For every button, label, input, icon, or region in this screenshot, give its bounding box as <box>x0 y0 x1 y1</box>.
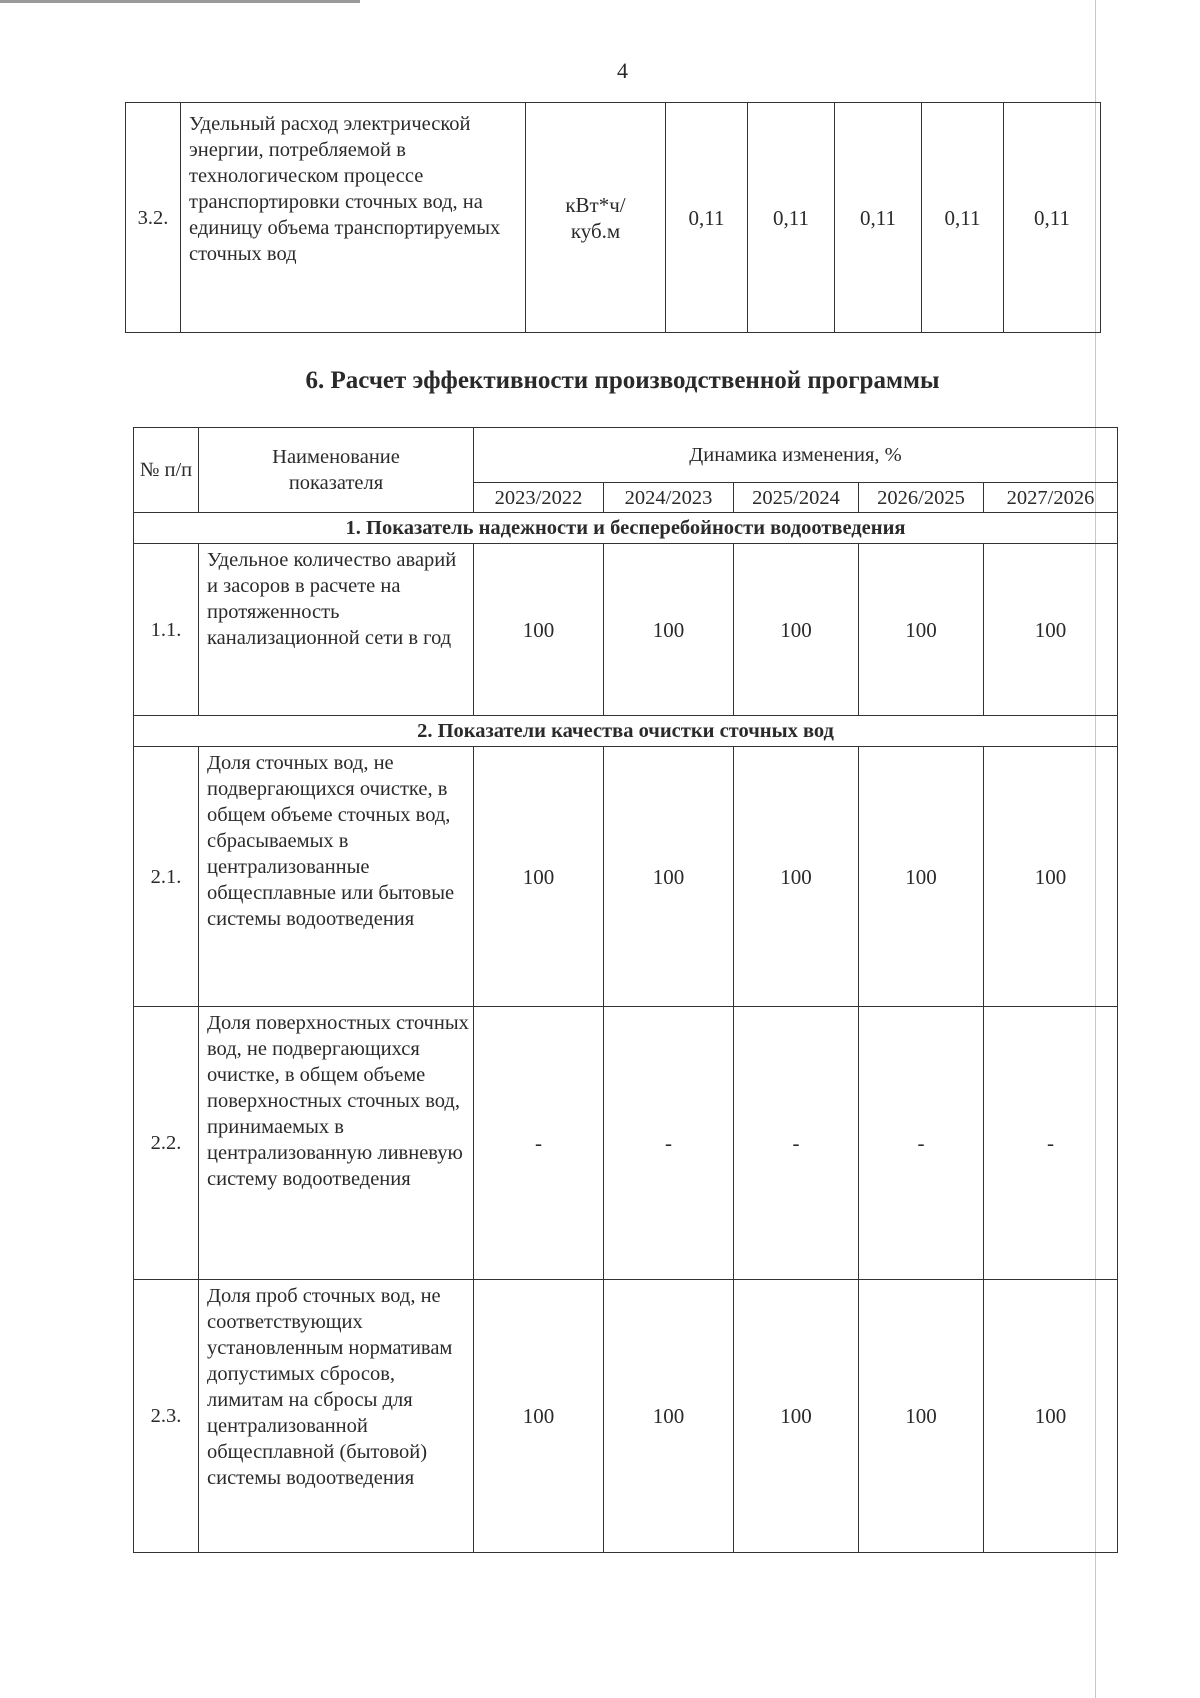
value-cell: 100 <box>984 747 1118 1007</box>
scan-edge-top <box>0 0 360 3</box>
row-number: 2.2. <box>134 1007 199 1280</box>
value-cell: 100 <box>734 747 859 1007</box>
value-cell: 100 <box>474 1280 604 1553</box>
header-year: 2023/2022 <box>474 483 604 513</box>
efficiency-table <box>133 427 1118 1553</box>
unit-cell: кВт*ч/ куб.м <box>526 103 666 333</box>
section-heading: 6. Расчет эффективности производственной программы <box>305 367 940 394</box>
section-title-row <box>134 513 1118 544</box>
table-row <box>134 1280 1118 1553</box>
section-title-row <box>134 716 1118 747</box>
header-year: 2027/2026 <box>984 483 1118 513</box>
section-title: 2. Показатели качества очистки сточных вод <box>134 716 1118 747</box>
value-cell: - <box>604 1007 734 1280</box>
row-number: 2.1. <box>134 747 199 1007</box>
indicator-name: Доля поверхностных сточных вод, не подвергающихся очистке, в общем объеме поверхностных сточных вод, принимаемых в централизованную ливневую систему водоотведения <box>199 1007 474 1280</box>
value-cell: 0,11 <box>748 103 835 333</box>
value-cell: 0,11 <box>666 103 748 333</box>
header-num: № п/п <box>134 428 199 513</box>
value-cell: 100 <box>474 747 604 1007</box>
row-number: 3.2. <box>126 103 181 333</box>
table-row <box>134 544 1118 716</box>
indicator-name: Доля сточных вод, не подвергающихся очистке, в общем объеме сточных вод, сбрасываемых в централизованные общесплавные или бытовые системы водоотведения <box>199 747 474 1007</box>
header-year: 2026/2025 <box>859 483 984 513</box>
value-cell: 100 <box>604 1280 734 1553</box>
value-cell: - <box>859 1007 984 1280</box>
value-cell: 0,11 <box>835 103 922 333</box>
indicator-name: Удельный расход электрической энергии, потребляемой в технологическом процессе транспортировки сточных вод, на единицу объема транспортируемых сточных вод <box>181 103 526 333</box>
value-cell: - <box>984 1007 1118 1280</box>
value-cell: 100 <box>604 747 734 1007</box>
table-row <box>134 1007 1118 1280</box>
header-year: 2024/2023 <box>604 483 734 513</box>
value-cell: 100 <box>984 544 1118 716</box>
header-year: 2025/2024 <box>734 483 859 513</box>
value-cell: - <box>474 1007 604 1280</box>
value-cell: 0,11 <box>922 103 1004 333</box>
section-title: 1. Показатель надежности и бесперебойности водоотведения <box>134 513 1118 544</box>
value-cell: 100 <box>734 1280 859 1553</box>
table-row <box>134 747 1118 1007</box>
indicator-name: Доля проб сточных вод, не соответствующих установленным нормативам допустимых сбросов, лимитам на сбросы для централизованной общесплавной (бытовой) системы водоотведения <box>199 1280 474 1553</box>
header-name: Наименование показателя <box>199 428 474 513</box>
top-table <box>125 102 1101 333</box>
page-number: 4 <box>617 58 628 83</box>
header-row <box>134 428 1118 483</box>
indicator-name: Удельное количество аварий и засоров в расчете на протяженность канализационной сети в год <box>199 544 474 716</box>
header-dynamics: Динамика изменения, % <box>474 428 1118 483</box>
table-row <box>126 103 1101 333</box>
value-cell: 100 <box>604 544 734 716</box>
value-cell: 100 <box>859 544 984 716</box>
value-cell: 100 <box>474 544 604 716</box>
value-cell: 0,11 <box>1004 103 1101 333</box>
value-cell: - <box>734 1007 859 1280</box>
value-cell: 100 <box>859 1280 984 1553</box>
value-cell: 100 <box>984 1280 1118 1553</box>
value-cell: 100 <box>859 747 984 1007</box>
row-number: 1.1. <box>134 544 199 716</box>
value-cell: 100 <box>734 544 859 716</box>
row-number: 2.3. <box>134 1280 199 1553</box>
